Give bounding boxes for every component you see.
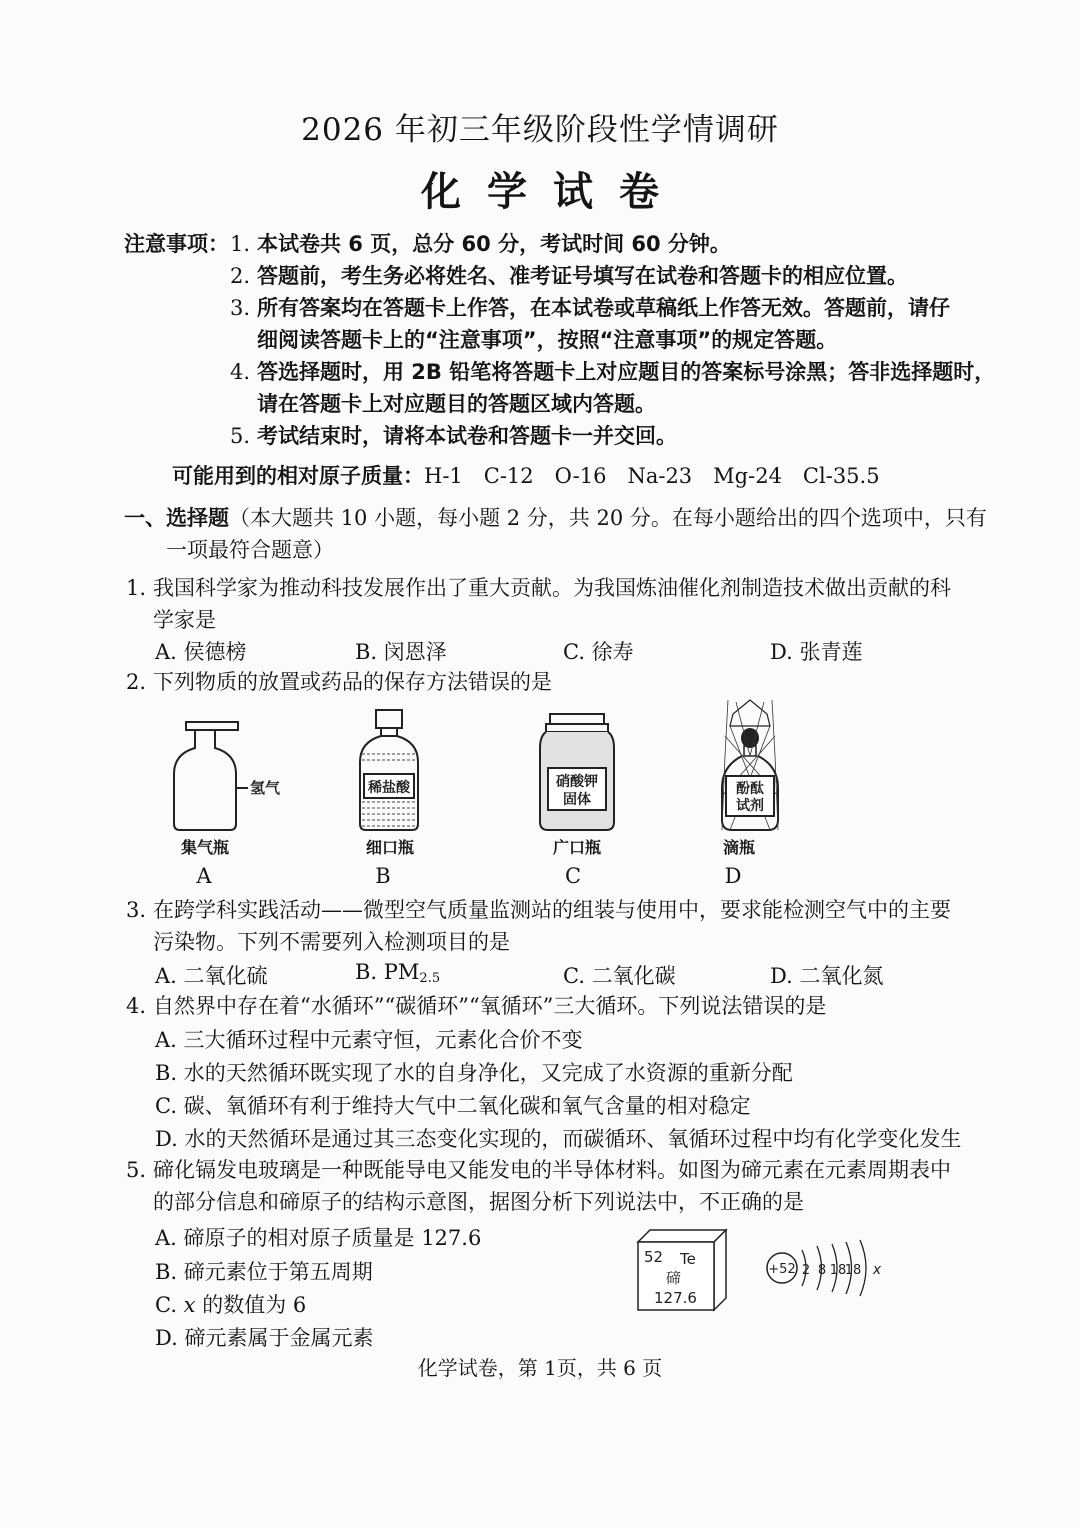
question-text: 碲化镉发电玻璃是一种既能导电又能发电的半导体材料。如图为碲元素在元素周期表中: [153, 1158, 951, 1182]
q3-option-d: D. 二氧化氮: [770, 964, 884, 988]
q3-option-b-text: B. PM: [355, 960, 420, 984]
bottle-c-annotation: 固体: [563, 792, 591, 808]
atom-shell-count: 18: [829, 1263, 847, 1278]
section-desc: （本大题共 10 小题，每小题 2 分，共 20 分。在每小题给出的四个选项中，只有: [229, 506, 987, 530]
figure-label: 广口瓶: [552, 838, 601, 857]
element-card: [636, 1228, 732, 1314]
notice-item: [230, 294, 950, 322]
gas-collecting-bottle-icon: [174, 722, 281, 830]
notice-item: [230, 262, 908, 290]
atom-structure-diagram: [762, 1236, 892, 1300]
figure-label: 细口瓶: [365, 838, 414, 857]
atom-nucleus: +52: [768, 1262, 796, 1277]
bottle-b-annotation: 稀盐酸: [368, 780, 410, 796]
notice-text: 请在答题卡上对应题目的答题区域内答题。: [257, 392, 656, 416]
question-number: 3.: [126, 898, 147, 922]
q4-option-b: B. 水的天然循环既实现了水的自身净化，又完成了水资源的重新分配: [155, 1061, 793, 1085]
narrow-mouth-bottle-icon: [360, 710, 418, 830]
notice-text: 答选择题时，用 2B 铅笔将答题卡上对应题目的答案标号涂黑；答非选择题时，: [257, 360, 996, 384]
question-1-stem: [126, 574, 951, 602]
figure-letter: B: [375, 864, 391, 888]
bottle-d-annotation: 酚酞: [736, 781, 764, 797]
question-text: 污染物。下列不需要列入检测项目的是: [153, 930, 510, 954]
bottle-d-annotation: 试剂: [736, 798, 764, 814]
notice-text: 所有答案均在答题卡上作答，在本试卷或草稿纸上作答无效。答题前，请仔: [257, 296, 950, 320]
notice-text: 答题前，考生务必将姓名、准考证号填写在试卷和答题卡的相应位置。: [257, 264, 908, 288]
figure-label: 集气瓶: [180, 838, 229, 857]
q4-option-a: A. 三大循环过程中元素守恒，元素化合价不变: [155, 1028, 583, 1052]
page-footer: 化学试卷，第 1页，共 6 页: [417, 1356, 663, 1380]
notice-text: 细阅读答题卡上的“注意事项”，按照“注意事项”的规定答题。: [257, 328, 838, 352]
section-heading: [124, 504, 987, 532]
figure-letter: D: [724, 864, 742, 888]
q5-option-c: [155, 1289, 306, 1319]
figure-letter: A: [196, 864, 212, 888]
question-3-stem: [126, 896, 951, 924]
notice-num: 2.: [230, 264, 251, 288]
q5-option-c-text: 的数值为 6: [195, 1293, 307, 1317]
question-text: 我国科学家为推动科技发展作出了重大贡献。为我国炼油催化剂制造技术做出贡献的科: [153, 576, 951, 600]
notice-num: 4.: [230, 360, 251, 384]
atomic-masses-values: H-1 C-12 O-16 Na-23 Mg-24 Cl-35.5: [424, 464, 880, 488]
notice-num: 1.: [230, 232, 251, 256]
section-desc: 一项最符合题意）: [166, 538, 334, 562]
q1-option-d: D. 张青莲: [770, 640, 863, 664]
bottle-a-annotation: 氢气: [250, 779, 281, 797]
question-5-stem: [126, 1156, 951, 1184]
q3-option-b: [355, 960, 440, 986]
bottles-figure: [150, 696, 850, 846]
element-name: 碲: [666, 1269, 682, 1287]
figure-label: 滴瓶: [722, 838, 755, 857]
question-text: 的部分信息和碲原子的结构示意图，据图分析下列说法中，不正确的是: [153, 1190, 804, 1214]
q4-option-c: C. 碳、氧循环有利于维持大气中二氧化碳和氧气含量的相对稳定: [155, 1094, 751, 1118]
figure-letter: C: [564, 864, 582, 888]
notice-num: 3.: [230, 296, 251, 320]
notice-num: 5.: [230, 424, 251, 448]
element-mass: 127.6: [654, 1289, 697, 1307]
atom-shell-count: x: [872, 1262, 882, 1278]
question-text: 在跨学科实践活动——微型空气质量监测站的组装与使用中，要求能检测空气中的主要: [153, 898, 951, 922]
notice-label: 注意事项：: [124, 232, 229, 256]
q3-option-a: A. 二氧化硫: [155, 964, 268, 988]
atom-shell-count: 8: [817, 1263, 827, 1278]
notice-text: 考试结束时，请将本试卷和答题卡一并交回。: [257, 424, 677, 448]
question-text: 自然界中存在着“水循环”“碳循环”“氧循环”三大循环。下列说法错误的是: [153, 994, 827, 1018]
wide-mouth-jar-icon: [540, 714, 614, 830]
bottle-c-annotation: 硝酸钾: [556, 774, 598, 790]
section-title: 一、选择题: [124, 506, 229, 530]
q4-option-d: D. 水的天然循环是通过其三态变化实现的，而碳循环、氧循环过程中均有化学变化发生: [155, 1127, 962, 1151]
question-2-stem: [126, 668, 552, 696]
question-number: 4.: [126, 994, 147, 1018]
subject-title: 化学试卷: [421, 169, 685, 215]
q3-option-b-subscript: 2.5: [419, 971, 441, 986]
notice-item: [230, 422, 677, 450]
atom-shell-count: 18: [844, 1263, 862, 1278]
question-4-stem: [126, 992, 826, 1020]
q1-option-b: B. 闵恩泽: [355, 640, 447, 664]
atom-shell-count: 2: [801, 1263, 811, 1278]
notice-item: [230, 358, 995, 386]
q5-option-a: A. 碲原子的相对原子质量是 127.6: [155, 1226, 482, 1250]
question-text: 学家是: [153, 608, 216, 632]
q3-option-c: C. 二氧化碳: [563, 964, 676, 988]
atomic-masses-label: 可能用到的相对原子质量：: [172, 464, 424, 488]
q1-option-a: A. 侯德榜: [155, 640, 247, 664]
dropper-bottle-icon: [722, 700, 778, 830]
q5-option-c-prefix: C.: [155, 1293, 184, 1317]
element-symbol: Te: [680, 1250, 696, 1268]
notice-text: 本试卷共 6 页，总分 60 分，考试时间 60 分钟。: [257, 232, 731, 256]
exam-title: 2026 年初三年级阶段性学情调研: [301, 112, 779, 148]
q5-option-c-variable: x: [183, 1293, 196, 1317]
question-text: 下列物质的放置或药品的保存方法错误的是: [153, 670, 552, 694]
question-number: 5.: [126, 1158, 147, 1182]
question-number: 2.: [126, 670, 147, 694]
question-number: 1.: [126, 576, 147, 600]
notice-item: [230, 230, 731, 258]
q1-option-c: C. 徐寿: [563, 640, 634, 664]
q5-option-b: B. 碲元素位于第五周期: [155, 1260, 373, 1284]
atomic-masses: [172, 462, 880, 490]
element-number: 52: [644, 1248, 664, 1266]
q5-option-d: D. 碲元素属于金属元素: [155, 1326, 374, 1350]
